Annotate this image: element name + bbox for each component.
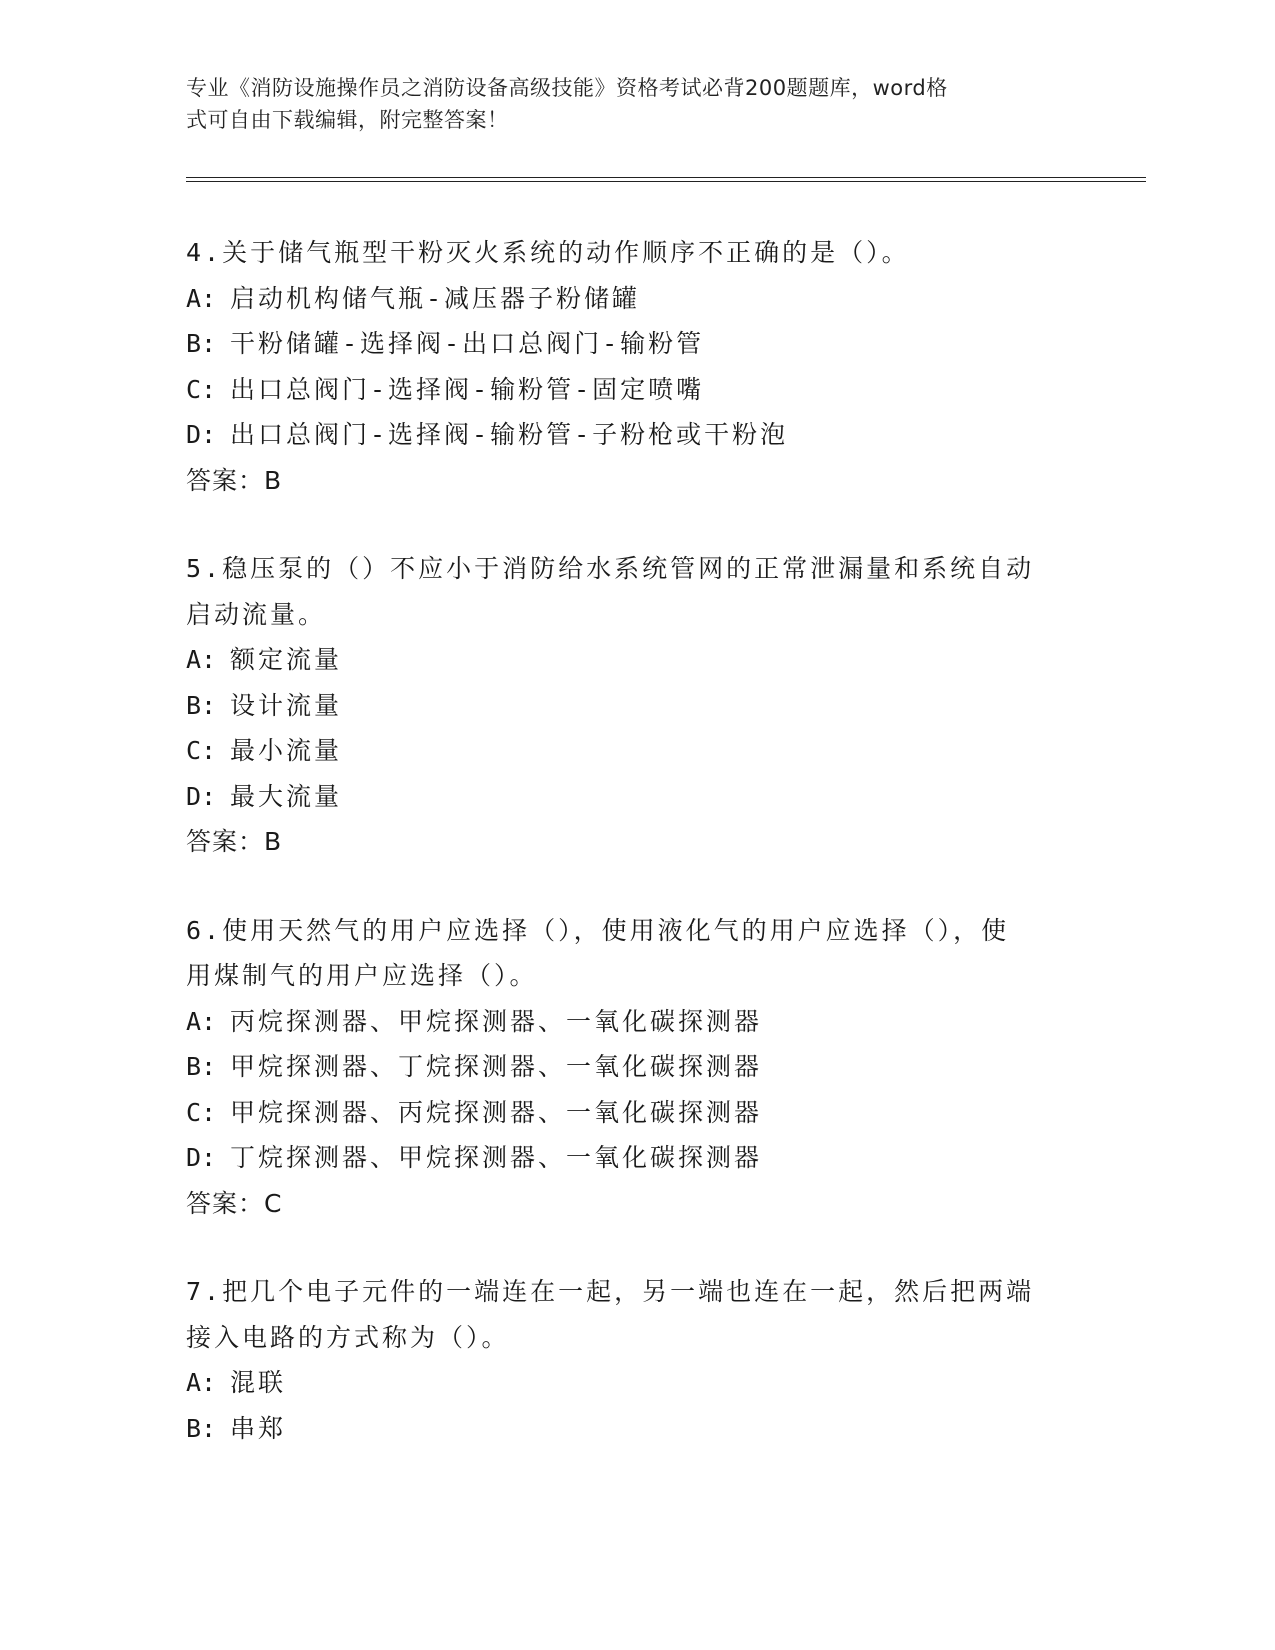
document-header: [186, 72, 1066, 136]
option-letter: D:: [186, 1143, 217, 1172]
option-row: [186, 774, 1086, 820]
option-letter: A:: [186, 645, 217, 674]
option-text: 混联: [230, 1368, 287, 1397]
option-text: 设计流量: [230, 690, 343, 720]
option-text: 干粉储罐-选择阀-出口总阀门-输粉管: [230, 329, 705, 358]
answer-text: 答案：B: [186, 827, 283, 856]
header-divider-bottom: [186, 181, 1146, 182]
option-letter: B:: [186, 329, 217, 358]
option-letter: B:: [186, 690, 217, 720]
option-letter: A:: [186, 283, 217, 313]
option-text: 甲烷探测器、丙烷探测器、一氧化碳探测器: [230, 1097, 763, 1127]
option-row: [186, 683, 1086, 729]
option-row: [186, 999, 1086, 1045]
option-letter: A:: [186, 1006, 217, 1036]
question-text: 4.关于储气瓶型干粉灭火系统的动作顺序不正确的是（）。: [186, 238, 910, 267]
question-text: 7.把几个电子元件的一端连在一起，另一端也连在一起，然后把两端: [186, 1277, 1035, 1306]
option-row: [186, 367, 1086, 413]
option-row: [186, 1044, 1086, 1090]
option-text: 最小流量: [230, 736, 343, 765]
option-text: 丙烷探测器、甲烷探测器、一氧化碳探测器: [230, 1006, 763, 1036]
option-text: 出口总阀门-选择阀-输粉管-固定喷嘴: [230, 374, 705, 404]
question-text: 接入电路的方式称为（）。: [186, 1322, 510, 1352]
question-block: [186, 908, 1086, 1227]
option-row: [186, 1360, 1086, 1406]
option-row: [186, 321, 1086, 367]
question-text: 用煤制气的用户应选择（）。: [186, 961, 538, 990]
option-row: [186, 1406, 1086, 1452]
header-divider-top: [186, 177, 1146, 178]
option-text: 额定流量: [230, 645, 343, 674]
option-text: 串郑: [230, 1413, 287, 1443]
answer-text: 答案：B: [186, 465, 283, 495]
option-row: [186, 1090, 1086, 1136]
option-row: [186, 276, 1086, 322]
option-letter: B:: [186, 1413, 217, 1443]
question-block: [186, 546, 1086, 865]
option-letter: D:: [186, 420, 217, 449]
option-letter: C:: [186, 374, 217, 404]
question-text: 启动流量。: [186, 599, 327, 629]
question-text: 5.稳压泵的（）不应小于消防给水系统管网的正常泄漏量和系统自动: [186, 554, 1035, 583]
question-list: [186, 230, 1086, 1494]
question-text: 6.使用天然气的用户应选择（），使用液化气的用户应选择（），使: [186, 915, 1010, 945]
option-row: [186, 637, 1086, 683]
option-letter: C:: [186, 736, 217, 765]
answer-text: 答案：C: [186, 1188, 283, 1218]
option-letter: C:: [186, 1097, 217, 1127]
option-row: [186, 412, 1086, 458]
option-text: 丁烷探测器、甲烷探测器、一氧化碳探测器: [230, 1143, 763, 1172]
option-text: 启动机构储气瓶-减压器子粉储罐: [230, 283, 641, 313]
option-letter: D:: [186, 781, 217, 811]
option-text: 甲烷探测器、丁烷探测器、一氧化碳探测器: [230, 1052, 763, 1081]
question-block: [186, 230, 1086, 503]
option-letter: A:: [186, 1368, 217, 1397]
question-block: [186, 1269, 1086, 1451]
header-line-2: 式可自由下载编辑，附完整答案！: [186, 108, 509, 132]
option-text: 最大流量: [230, 781, 343, 811]
header-line-1: 专业《消防设施操作员之消防设备高级技能》资格考试必背200题题库，word格: [186, 76, 948, 100]
option-text: 出口总阀门-选择阀-输粉管-子粉枪或干粉泡: [230, 420, 789, 449]
option-row: [186, 728, 1086, 774]
option-row: [186, 1135, 1086, 1181]
option-letter: B:: [186, 1052, 217, 1081]
